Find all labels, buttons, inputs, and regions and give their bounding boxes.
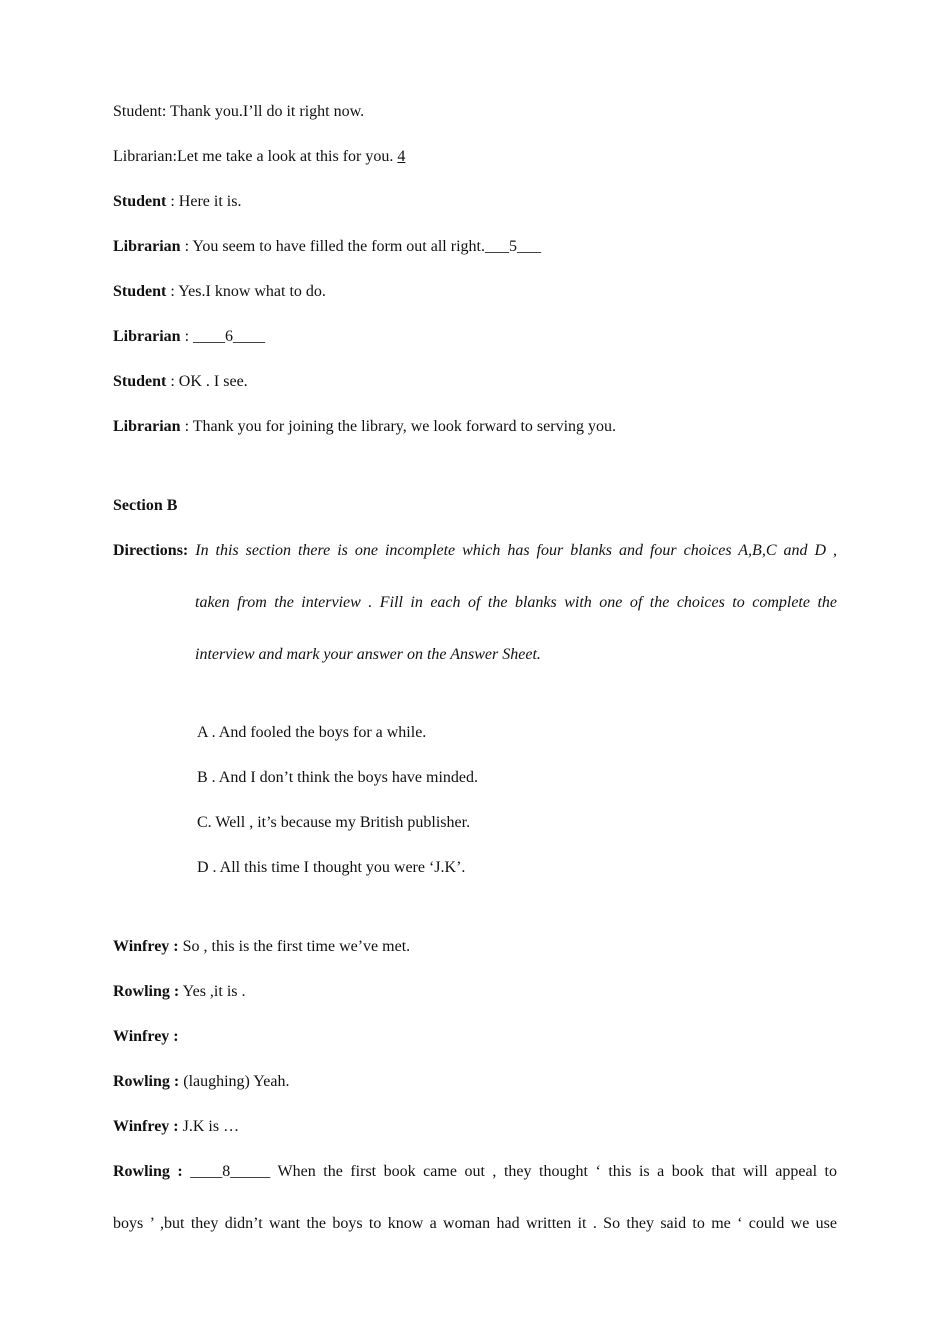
dialogue-line — [113, 237, 837, 257]
utterance: Yes ,it is . — [179, 983, 246, 1000]
utterance: : OK . I see. — [166, 373, 248, 390]
dialogue-line — [113, 982, 837, 1002]
blank-4: 4 — [397, 148, 406, 165]
dialogue-line — [113, 327, 837, 347]
utterance: Let me take a look at this for you. — [176, 148, 398, 165]
utterance: : Here it is. — [166, 193, 242, 210]
speaker-label: Rowling : — [113, 983, 180, 1000]
speaker-label: Librarian: — [113, 148, 177, 165]
dialogue-line — [113, 937, 837, 957]
utterance: : Yes.I know what to do. — [166, 283, 326, 300]
speaker-label: Student: — [113, 103, 167, 120]
dialogue-line — [113, 417, 837, 437]
directions-line-3: interview and mark your answer on the Answer Sheet. — [195, 646, 541, 663]
option-d: D . All this time I thought you were ‘J.K’. — [197, 859, 466, 876]
speaker-label: Rowling : — [113, 1073, 180, 1090]
utterance: So , this is the first time we’ve met. — [178, 938, 411, 955]
speaker-label: Rowling : — [113, 1163, 183, 1180]
speaker-label: Student — [113, 373, 167, 390]
rowling-paragraph-line-1 — [113, 1162, 837, 1182]
dialogue-line — [113, 1117, 837, 1137]
directions-text: In this section there is one incomplete which has four blanks and four choices A,B,C and D , — [195, 542, 837, 559]
utterance: J.K is … — [178, 1118, 240, 1135]
speaker-label: Winfrey : — [113, 1028, 179, 1045]
option-c: C. Well , it’s because my British publisher. — [197, 814, 471, 831]
dialogue-line — [113, 192, 837, 212]
utterance: : ____6____ — [180, 328, 266, 345]
dialogue-line — [113, 282, 837, 302]
speaker-label: Librarian — [113, 238, 181, 255]
speaker-label: Student — [113, 283, 167, 300]
directions-line-1 — [113, 541, 837, 561]
utterance: : You seem to have filled the form out all right.___5___ — [180, 238, 541, 255]
directions-label: Directions: — [113, 542, 189, 559]
directions-line-2: taken from the interview . Fill in each of the blanks with one of the choices to complete the — [195, 594, 837, 611]
dialogue-line — [113, 1072, 837, 1092]
utterance: ____8_____ When the first book came out , they thought ‘ this is a book that will appeal to — [182, 1163, 837, 1180]
rowling-paragraph-line-2: boys ’ ,but they didn’t want the boys to know a woman had written it . So they said to me ‘ could we use — [113, 1215, 837, 1232]
utterance: Thank you.I’ll do it right now. — [166, 103, 365, 120]
dialogue-line — [113, 102, 837, 122]
section-title: Section B — [113, 497, 178, 514]
speaker-label: Librarian — [113, 418, 181, 435]
speaker-label: Winfrey : — [113, 1118, 179, 1135]
dialogue-line — [113, 372, 837, 392]
option-b: B . And I don’t think the boys have minded. — [197, 769, 479, 786]
utterance: (laughing) Yeah. — [179, 1073, 290, 1090]
speaker-label: Student — [113, 193, 167, 210]
utterance: : Thank you for joining the library, we look forward to serving you. — [180, 418, 617, 435]
option-a: A . And fooled the boys for a while. — [197, 724, 427, 741]
dialogue-line — [113, 1027, 837, 1047]
speaker-label: Librarian — [113, 328, 181, 345]
dialogue-line — [113, 147, 837, 167]
speaker-label: Winfrey : — [113, 938, 179, 955]
